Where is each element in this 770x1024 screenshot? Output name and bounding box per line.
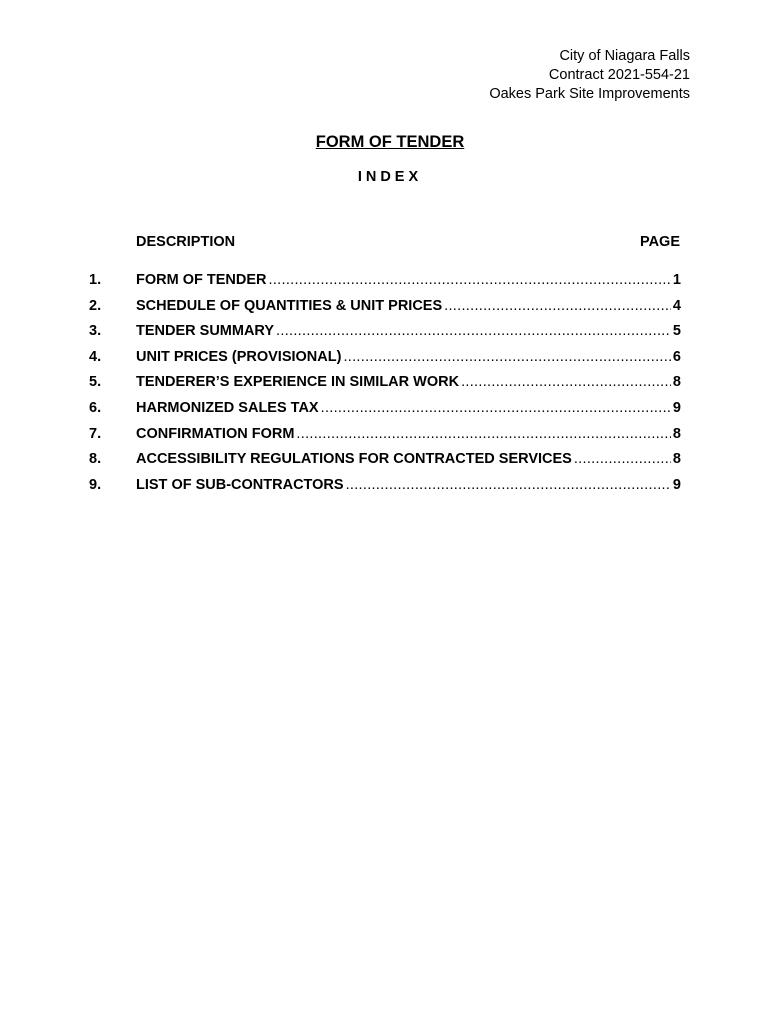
toc-number: 2. [89, 297, 102, 314]
toc-page-number: 8 [672, 374, 681, 391]
toc-entry [136, 272, 681, 288]
toc-title: HARMONIZED SALES TAX [136, 399, 319, 416]
header-contract: Contract 2021-554-21 [548, 67, 690, 83]
toc-title: UNIT PRICES (PROVISIONAL) [136, 348, 342, 365]
toc-entry [136, 298, 681, 314]
toc-entry [136, 374, 681, 390]
toc-number: 9. [89, 476, 102, 493]
toc-title: ACCESSIBILITY REGULATIONS FOR CONTRACTED SERVICES [136, 451, 572, 468]
toc-title: TENDERER’S EXPERIENCE IN SIMILAR WORK [136, 374, 460, 391]
toc-title: LIST OF SUB-CONTRACTORS [136, 476, 344, 493]
toc-row [0, 374, 770, 400]
toc-page-number: 5 [672, 323, 681, 340]
toc-row [0, 451, 770, 477]
toc-dot-leader [276, 323, 671, 339]
toc-dot-leader [574, 451, 671, 467]
toc-number: 7. [89, 425, 102, 442]
toc-number: 3. [89, 323, 102, 340]
toc-title: TENDER SUMMARY [136, 323, 275, 340]
toc-page-number: 9 [672, 476, 681, 493]
toc-dot-leader [346, 477, 671, 493]
toc-page-number: 8 [672, 425, 681, 442]
header-city: City of Niagara Falls [559, 48, 690, 64]
toc-row [0, 323, 770, 349]
toc-dot-leader [269, 272, 671, 288]
toc-dot-leader [296, 426, 671, 442]
toc-entry [136, 323, 681, 339]
toc-number: 5. [89, 374, 102, 391]
page-subtitle: INDEX [357, 169, 423, 185]
toc-row [0, 298, 770, 324]
document-header [489, 47, 690, 104]
toc-dot-leader [444, 298, 671, 314]
page-column-header: PAGE [639, 234, 680, 250]
toc-title: CONFIRMATION FORM [136, 425, 295, 442]
toc-page-number: 9 [672, 399, 681, 416]
toc-entry [136, 451, 681, 467]
toc-row [0, 426, 770, 452]
toc-row [0, 349, 770, 375]
toc-number: 1. [89, 272, 102, 288]
toc-number: 6. [89, 399, 102, 416]
toc-row [0, 272, 770, 298]
toc-number: 4. [89, 348, 102, 365]
toc-dot-leader [343, 349, 670, 365]
page-title: FORM OF TENDER [315, 133, 465, 151]
header-project: Oakes Park Site Improvements [489, 86, 690, 102]
toc-title: SCHEDULE OF QUANTITIES & UNIT PRICES [136, 297, 443, 314]
toc-page-number: 6 [672, 348, 681, 365]
toc-page-number: 4 [672, 297, 681, 314]
description-column-header: DESCRIPTION [136, 234, 236, 250]
toc-title: FORM OF TENDER [136, 272, 267, 288]
toc-dot-leader [461, 374, 671, 390]
toc-row [0, 400, 770, 426]
toc-row [0, 477, 770, 503]
toc-page-number: 8 [672, 451, 681, 468]
toc-entry [136, 426, 681, 442]
toc-entry [136, 400, 681, 416]
toc-number: 8. [89, 451, 102, 468]
toc-entry [136, 477, 681, 493]
toc-page-number: 1 [672, 272, 681, 288]
table-of-contents [0, 272, 770, 502]
toc-entry [136, 349, 681, 365]
toc-dot-leader [321, 400, 671, 416]
